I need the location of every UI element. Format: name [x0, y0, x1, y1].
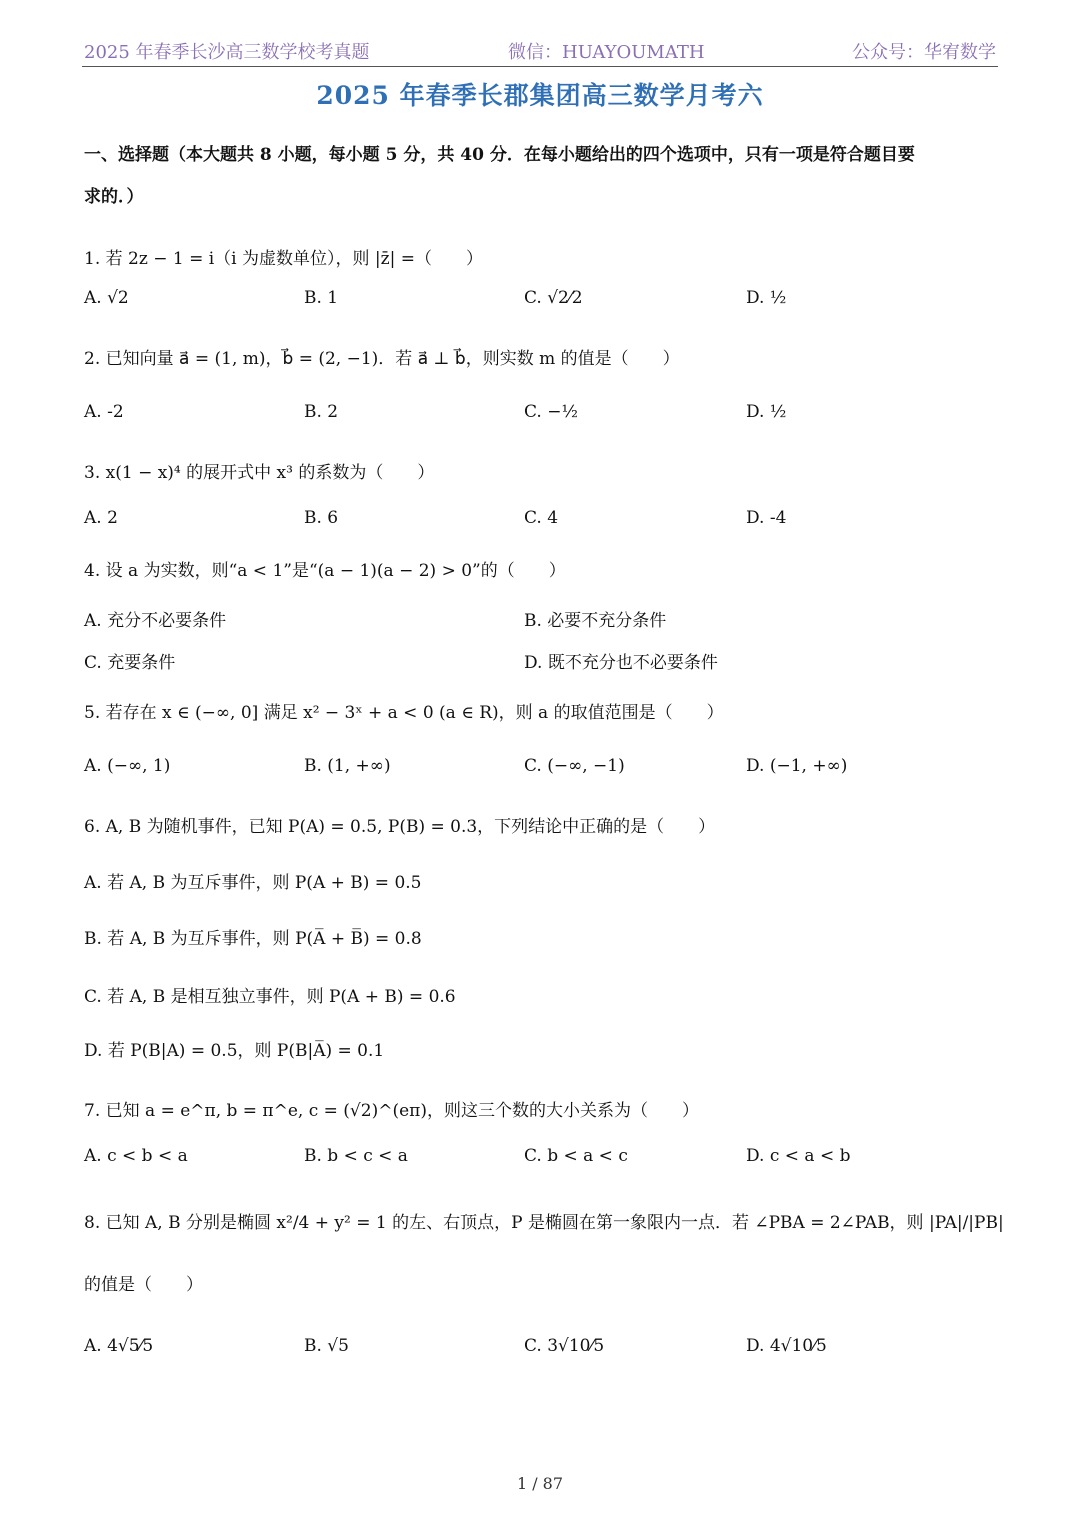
question-8-option-d: D. 4√10⁄5	[746, 1336, 827, 1356]
page-number: 1 / 87	[516, 1474, 564, 1493]
question-1-option-c: C. √2⁄2	[524, 288, 583, 308]
header-wechat: 微信：HUAYOUMATH	[508, 42, 705, 63]
question-2-option-a: A. -2	[84, 402, 124, 422]
question-5-option-a: A. (−∞, 1)	[84, 756, 171, 776]
question-2-option-d: D. ½	[746, 402, 787, 422]
question-1-stem: 1. 若 2z − 1 = i（i 为虚数单位），则 |z̄| =（ ）	[84, 249, 483, 269]
question-6-option-b: B. 若 A, B 为互斥事件，则 P(A̅ + B̅) = 0.8	[84, 929, 422, 949]
question-8-stem-cont: 的值是（ ）	[84, 1275, 203, 1295]
question-3-stem: 3. x(1 − x)⁴ 的展开式中 x³ 的系数为（ ）	[84, 463, 435, 483]
question-1-option-b: B. 1	[304, 288, 339, 308]
question-8-option-b: B. √5	[304, 1336, 349, 1356]
question-6-option-c: C. 若 A, B 是相互独立事件，则 P(A + B) = 0.6	[84, 987, 456, 1007]
question-3-option-a: A. 2	[84, 508, 118, 528]
section-heading: 一、选择题（本大题共 8 小题，每小题 5 分，共 40 分．在每小题给出的四个选项中，只有一项是符合题目要	[84, 145, 915, 165]
question-2-option-b: B. 2	[304, 402, 339, 422]
header-rule	[82, 66, 998, 67]
question-3-option-c: C. 4	[524, 508, 559, 528]
question-7-option-b: B. b < c < a	[304, 1146, 408, 1166]
question-3-option-b: B. 6	[304, 508, 339, 528]
question-7-option-d: D. c < a < b	[746, 1146, 851, 1166]
header-left: 2025 年春季长沙高三数学校考真题	[84, 42, 370, 63]
question-5-option-b: B. (1, +∞)	[304, 756, 391, 776]
question-8-option-a: A. 4√5⁄5	[84, 1336, 154, 1356]
question-7-option-c: C. b < a < c	[524, 1146, 628, 1166]
question-6-option-a: A. 若 A, B 为互斥事件，则 P(A + B) = 0.5	[84, 873, 422, 893]
section-heading-cont: 求的．）	[84, 187, 144, 207]
question-4-option-d: D. 既不充分也不必要条件	[524, 653, 718, 673]
question-8-stem: 8. 已知 A, B 分别是椭圆 x²/4 + y² = 1 的左、右顶点，P 是椭圆在第一象限内一点．若 ∠PBA = 2∠PAB，则 |PA|/|PB|	[84, 1213, 1004, 1233]
question-2-option-c: C. −½	[524, 402, 578, 422]
question-1-option-a: A. √2	[84, 288, 129, 308]
question-4-option-b: B. 必要不充分条件	[524, 611, 667, 631]
question-8-option-c: C. 3√10⁄5	[524, 1336, 605, 1356]
question-5-stem: 5. 若存在 x ∈ (−∞, 0] 满足 x² − 3ˣ + a < 0 (a ∈ R)，则 a 的取值范围是（ ）	[84, 703, 724, 723]
question-1-option-d: D. ½	[746, 288, 787, 308]
question-7-option-a: A. c < b < a	[84, 1146, 188, 1166]
question-3-option-d: D. -4	[746, 508, 787, 528]
page-title: 2025 年春季长郡集团高三数学月考六	[316, 81, 764, 110]
question-5-option-d: D. (−1, +∞)	[746, 756, 848, 776]
question-5-option-c: C. (−∞, −1)	[524, 756, 625, 776]
question-6-option-d: D. 若 P(B|A) = 0.5，则 P(B|A̅) = 0.1	[84, 1041, 385, 1061]
question-2-stem: 2. 已知向量 a⃗ = (1, m)，b⃗ = (2, −1)．若 a⃗ ⊥ b⃗，则实数 m 的值是（ ）	[84, 349, 680, 369]
header-account: 公众号：华宥数学	[852, 42, 996, 63]
question-7-stem: 7. 已知 a = e^π, b = π^e, c = (√2)^(eπ)，则这三个数的大小关系为（ ）	[84, 1101, 699, 1121]
question-6-stem: 6. A, B 为随机事件，已知 P(A) = 0.5, P(B) = 0.3，下列结论中正确的是（ ）	[84, 817, 716, 837]
question-4-option-c: C. 充要条件	[84, 653, 176, 673]
question-4-stem: 4. 设 a 为实数，则“a < 1”是“(a − 1)(a − 2) > 0”的（ ）	[84, 561, 566, 581]
question-4-option-a: A. 充分不必要条件	[84, 611, 227, 631]
